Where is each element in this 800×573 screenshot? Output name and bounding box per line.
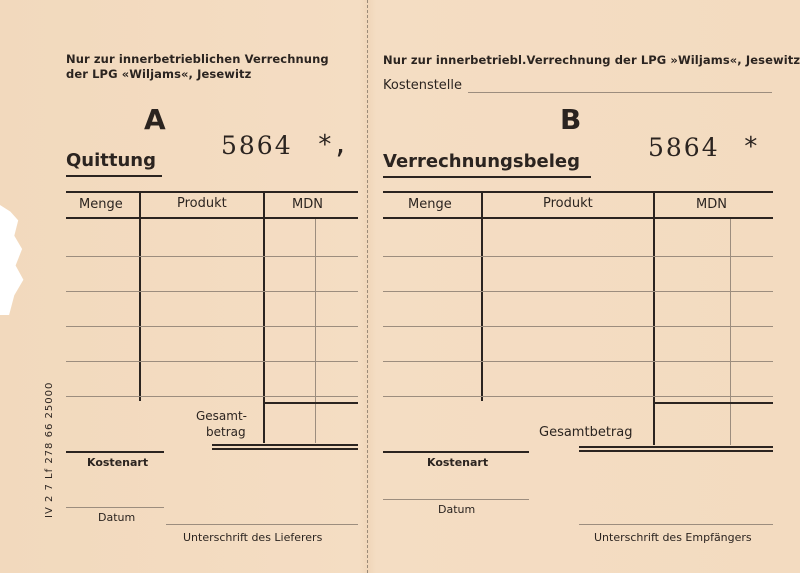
form-a-header-line2: der LPG «Wiljams«, Jesewitz [66, 67, 252, 81]
form-a-total-label-2: betrag [206, 425, 246, 439]
form-a-col-divider-2 [263, 193, 265, 443]
form-a-total-underline-1 [212, 444, 358, 446]
form-a-signature-line [166, 524, 358, 525]
form-a-title: Quittung [66, 150, 157, 171]
form-a-col-divider-1 [139, 193, 141, 401]
form-a-mdn-subdivider [315, 219, 316, 443]
form-b-header-bottom [383, 217, 773, 219]
form-b-table-top [383, 191, 773, 193]
form-a-number: 5864 [221, 131, 293, 160]
form-b-row-line [383, 361, 773, 362]
form-b-kostenstelle-line [468, 92, 772, 93]
form-b-signature-line [579, 524, 773, 525]
form-b-row-line [383, 396, 773, 397]
form-b-datum-line [383, 499, 529, 500]
form-a-total-label-1: Gesamt- [196, 409, 248, 423]
form-a-table-top [66, 191, 358, 193]
form-b-row-line [383, 326, 773, 327]
form-a-datum-label: Datum [98, 511, 136, 524]
form-a-row-line [66, 256, 358, 257]
form-b-mdn-subdivider [730, 219, 731, 445]
form-b-kostenstelle-label: Kostenstelle [383, 78, 463, 93]
form-a-col-mdn: MDN [292, 197, 323, 212]
form-a-letter: A [144, 103, 166, 136]
form-b-title: Verrechnungsbeleg [383, 151, 580, 172]
form-a-print-code: IV 2 7 Lf 278 66 25000 [44, 381, 55, 518]
form-a-signature-label: Unterschrift des Lieferers [183, 531, 323, 544]
form-b-star-mark: * [743, 132, 759, 162]
form-b-col-mdn: MDN [696, 197, 727, 212]
form-b-letter: B [560, 103, 582, 136]
form-b-total-label: Gesamtbetrag [539, 425, 633, 440]
form-a-star-mark: *, [317, 130, 349, 160]
form-b-row-line [383, 291, 773, 292]
form-b-kostenart-line [383, 451, 529, 453]
form-a-total-underline-2 [212, 448, 358, 450]
form-b-col-menge: Menge [408, 197, 452, 212]
form-b-header: Nur zur innerbetriebl.Verrechnung der LPG »Wiljams«, Jesewitz [383, 53, 800, 67]
form-b-total-underline-2 [579, 450, 773, 452]
form-a-total-top [263, 402, 358, 404]
form-a-kostenart-line [66, 451, 164, 453]
form-b-total-underline-1 [579, 446, 773, 448]
form-a-kostenart-label: Kostenart [87, 456, 149, 469]
form-b-col-produkt: Produkt [543, 196, 593, 211]
form-a-header-line1: Nur zur innerbetrieblichen Verrechnung [66, 52, 329, 66]
form-a-row-line [66, 361, 358, 362]
form-b-kostenart-label: Kostenart [427, 456, 489, 469]
form-b-number: 5864 [648, 133, 720, 162]
form-b-title-underline [383, 176, 591, 178]
form-a-datum-line [66, 507, 164, 508]
form-a-row-line [66, 291, 358, 292]
form-b-row-line [383, 256, 773, 257]
form-a-row-line [66, 396, 358, 397]
form-b-col-divider-2 [653, 193, 655, 445]
form-a-row-line [66, 326, 358, 327]
form-b-signature-label: Unterschrift des Empfängers [594, 531, 752, 544]
form-a-col-menge: Menge [79, 197, 123, 212]
perforation-line [367, 0, 368, 573]
form-b-total-top [653, 402, 773, 404]
form-b-col-divider-1 [481, 193, 483, 401]
form-b-datum-label: Datum [438, 503, 476, 516]
form-a-col-produkt: Produkt [177, 196, 227, 211]
form-a-title-underline [66, 175, 162, 177]
